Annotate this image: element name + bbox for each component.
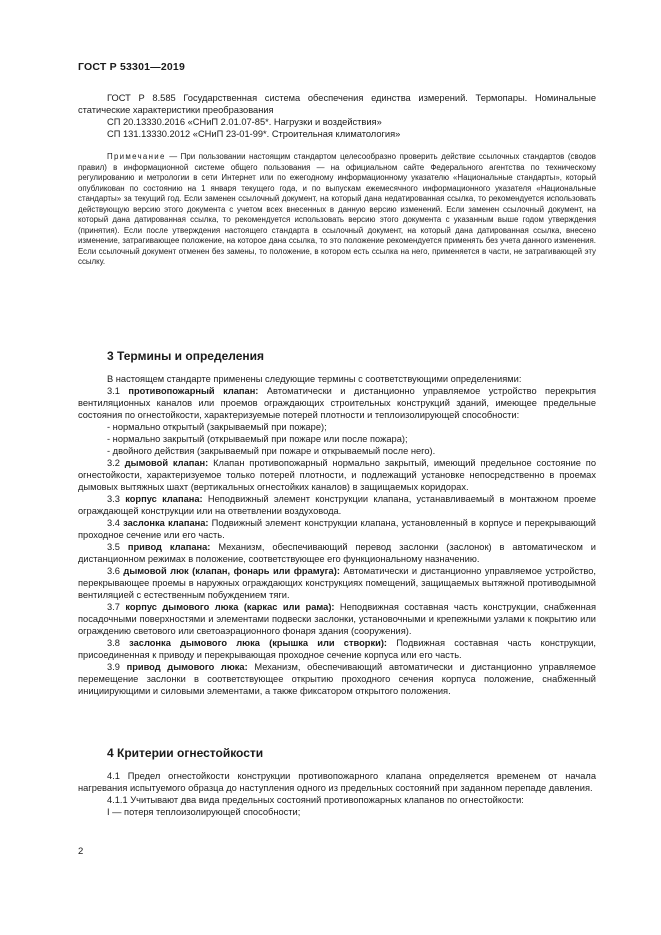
term-name: заслонка дымового люка (крышка или створки): [129, 638, 388, 648]
term-name: противопожарный клапан: [128, 386, 259, 396]
section-4 [78, 746, 596, 818]
term-name: дымовой клапан: [124, 458, 209, 468]
paragraph-4-1: 4.1 Предел огнестойкости конструкции противопожарного клапана определяется временем от начала нагревания испытуемого образца до наступления одного из предельных состояний при заданном перепаде давления. [78, 771, 596, 793]
paragraph-4-1-1: 4.1.1 Учитывают два вида предельных состояний противопожарных клапанов по огнестойкости: [107, 795, 524, 805]
term-name: привод клапана: [127, 542, 211, 552]
note-label: Примечание [107, 152, 166, 161]
page-number: 2 [78, 846, 84, 857]
term-name: корпус клапана: [125, 494, 203, 504]
section-3 [78, 349, 596, 697]
term-3-4: 3.4 заслонка клапана: Подвижный элемент конструкции клапана, установленный в корпусе и перекрывающий проходное сечение или его часть. [78, 518, 597, 540]
term-name: корпус дымового люка (каркас или рама): [125, 602, 335, 612]
term-3-8: 3.8 заслонка дымового люка (крышка или створки): Подвижная составная часть конструкции, присоединенная к приводу и перекрывающая проходное сечение корпуса или его часть. [78, 638, 596, 660]
references-block [78, 92, 596, 140]
reference-item: СП 131.13330.2012 «СНиП 23-01-99*. Строительная климатология» [107, 129, 401, 139]
section-intro: В настоящем стандарте применены следующие термины с соответствующими определениями: [107, 374, 522, 384]
term-3-2: 3.2 дымовой клапан: Клапан противопожарный нормально закрытый, имеющий предельное состояние по огнестойкости, характеризуемое только потерей плотности, и подлежащий установке непосредственно в проемах дымовых вытяжных шахт (вертикальных огнестойких каналов) в защищаемых коридорах. [78, 458, 596, 492]
section-title: 3 Термины и определения [107, 349, 265, 363]
term-name: привод дымового люка: [126, 662, 248, 672]
dash-item: - нормально открытый (закрываемый при пожаре); [107, 422, 327, 432]
term-3-3: 3.3 корпус клапана: Неподвижный элемент конструкции клапана, устанавливаемый в монтажном проеме ограждающей конструкции или на ответвлении воздуховода. [78, 494, 597, 516]
term-3-9: 3.9 привод дымового люка: Механизм, обеспечивающий автоматически и дистанционно управляемое перемещение заслонки в соответствующее открытию проходного сечения корпуса положение, снабженный инициирующими и силовыми элементами, а также фиксатором открытого положения. [78, 662, 596, 696]
term-3-7: 3.7 корпус дымового люка (каркас или рама): Неподвижная составная часть конструкции, снабженная посадочными поверхностями и элементами подвески заслонки, установочными и крепежными узлами к покрытию или ограждению светового или светоаэрационного фонаря здания (сооружения). [78, 602, 596, 636]
note-text: — При пользовании настоящим стандартом целесообразно проверить действие ссылочных стандартов (сводов правил) в информационной системе общего пользования — на официальном сайте Федерального агентства по техническому регулированию и метрологии в сети Интернет или по ежегодному информационному указателю «Национальные стандарты», который опубликован по состоянию на 1 января текущего года, и по выпускам ежемесячного информационного указателя «Национальные стандарты» за текущий год. Если заменен ссылочный документ, на который дана недатированная ссылка, то рекомендуется использовать действующую версию этого документа с учетом всех внесенных в данную версию изменений. Если заменен ссылочный документ, на который дана датированная ссылка, то рекомендуется использовать версию этого документа с указанным выше годом утверждения (принятия). Если после утверждения настоящего стандарта в ссылочный документ, на который дана датированная ссылка, внесено изменение, затрагивающее положение, на которое дана ссылка, то это положение рекомендуется применять без учета данного изменения. Если ссылочный документ отменен без замены, то положение, в котором есть ссылка на него, применяется в части, не затрагивающей эту ссылку. [78, 152, 596, 266]
reference-item: ГОСТ Р 8.585 Государственная система обеспечения единства измерений. Термопары. Номинальные статические характеристики преобразования [78, 93, 596, 115]
term-3-6: 3.6 дымовой люк (клапан, фонарь или фрамуга): Автоматически и дистанционно управляемое устройство, перекрывающее проемы в наружных ограждающих конструкциях помещений, защищаемых вытяжной противодымной вентиляцией с естественным побуждением тяги. [78, 566, 597, 600]
term-name: дымовой люк (клапан, фонарь или фрамуга): [123, 566, 340, 576]
term-3-1: 3.1 противопожарный клапан: Автоматически и дистанционно управляемое устройство перекрытия вентиляционных каналов или проемов ограждающих строительных конструкций зданий, имеющее предельные состояния по огнестойкости, характеризуемые потерей плотности и теплоизолирующей способности: [78, 386, 597, 420]
note-paragraph [78, 152, 596, 268]
term-3-5: 3.5 привод клапана: Механизм, обеспечивающий перевод заслонки (заслонок) в автоматическом и дистанционном режимах в положение, соответствующее его функциональному назначению. [78, 542, 597, 564]
section-title: 4 Критерии огнестойкости [107, 746, 264, 760]
reference-item: СП 20.13330.2016 «СНиП 2.01.07-85*. Нагрузки и воздействия» [107, 117, 382, 127]
note-block [78, 152, 596, 268]
term-name: заслонка клапана: [123, 518, 209, 528]
document-header: ГОСТ Р 53301—2019 [78, 61, 186, 73]
limit-state-i: I — потеря теплоизолирующей способности; [107, 807, 301, 817]
dash-item: - двойного действия (закрываемый при пожаре и открываемый после него). [107, 446, 436, 456]
dash-item: - нормально закрытый (открываемый при пожаре или после пожара); [107, 434, 408, 444]
